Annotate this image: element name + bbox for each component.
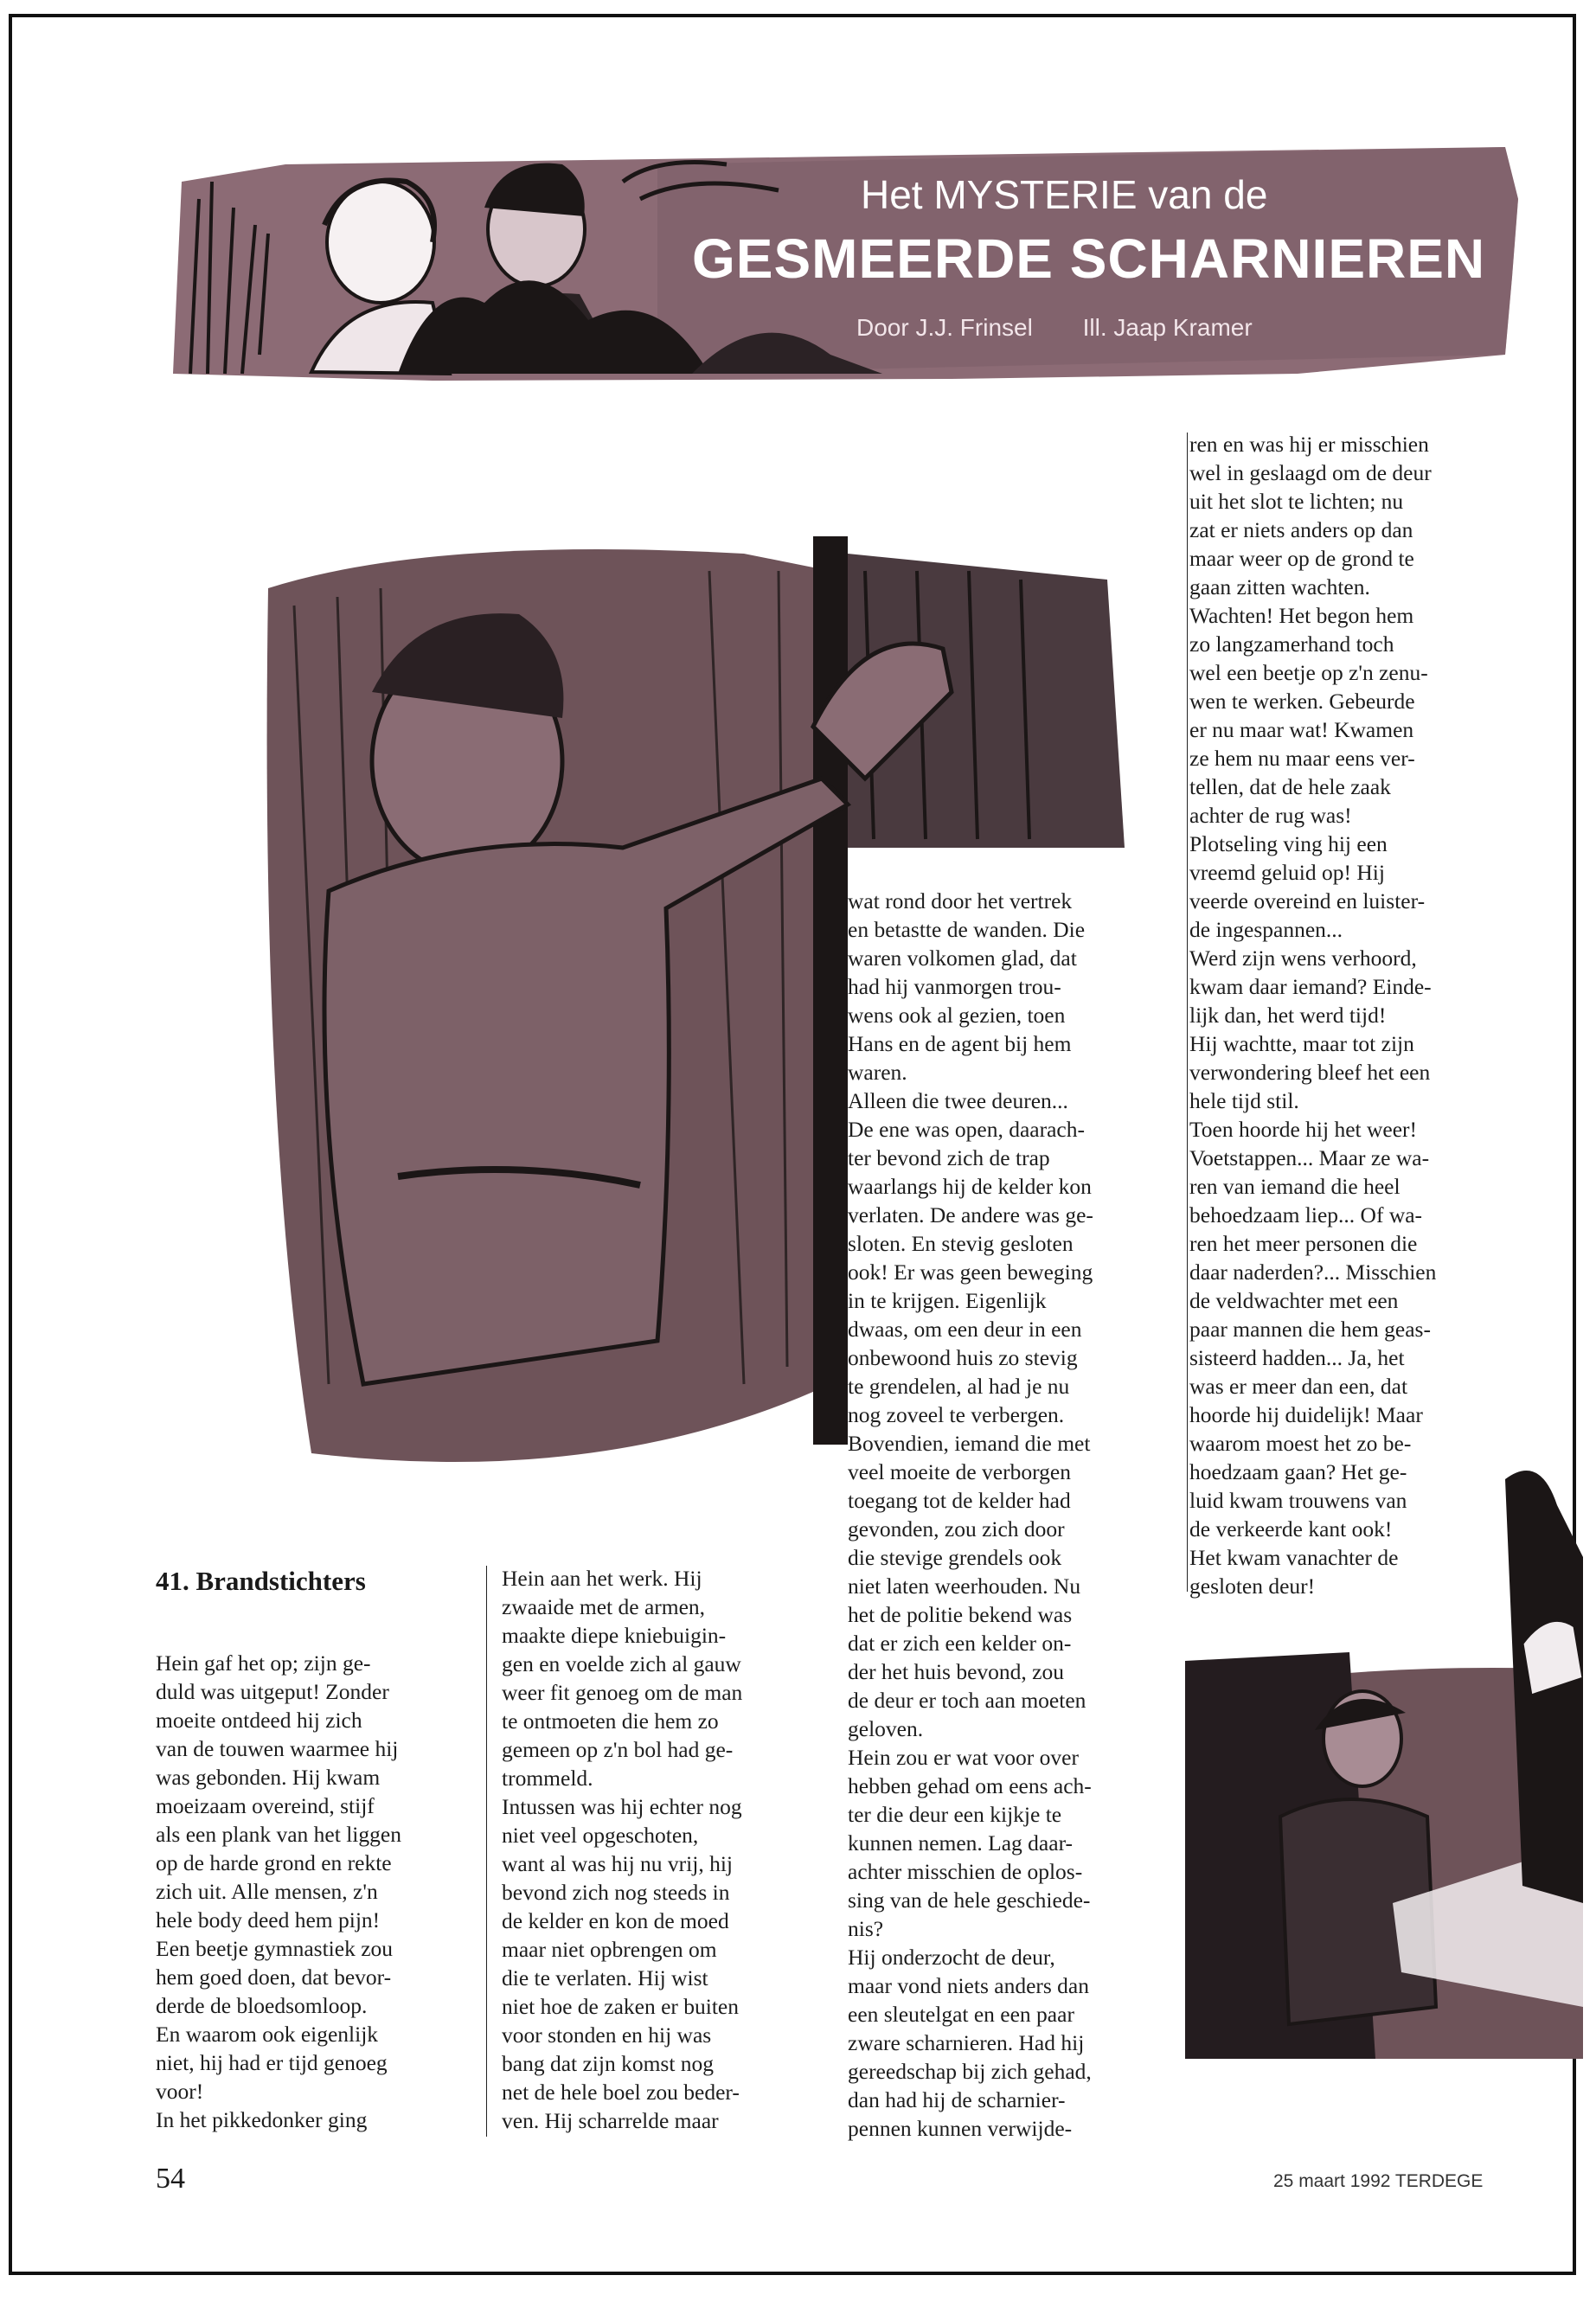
text-column-2: Hein aan het werk. Hij zwaaide met de armen, maakte diepe kniebuigin- gen en voelde zich al gauw weer fit genoeg om de man te ontmoeten die hem zo gemeen op z'n bol had ge- trommeld. Intussen was hij echter nog niet veel opgeschoten, want al was hij nu vrij, hij bevond zich nog steeds in de kelder en kon de moed maar niet opbrengen om die te verlaten. Hij wist niet hoe de zaken er buiten voor stonden en hij was bang dat zijn komst nog net de hele boel zou beder- ven. Hij scharrelde maar	[502, 1566, 743, 2133]
text-column-1: Hein gaf het op; zijn ge- duld was uitgeput! Zonder moeite ontdeed hij zich van de touwen waarmee hij was gebonden. Hij kwam moeizaam overeind, stijf als een plank van het liggen op de harde grond en rekte zich uit. Alle mensen, z'n hele body deed hem pijn! Een beetje gymnastiek zou hem goed doen, dat bevor- derde de bloedsomloop. En waarom ook eigenlijk niet, hij had er tijd genoeg voor! In het pikkedonker ging	[156, 1650, 401, 2132]
banner-title-line-2: GESMEERDE SCHARNIEREN	[692, 228, 1486, 290]
chapter-heading: 41. Brandstichters	[156, 1566, 366, 1596]
column-rule	[1187, 433, 1188, 1592]
text-column-4: ren en was hij er misschien wel in geslaagd om de deur uit het slot te lichten; nu zat er niets anders op dan maar weer op de grond te gaan zitten wachten. Wachten! Het begon hem zo langzamerhand toch wel een beetje op z'n zenu- wen te werken. Gebeurde er nu maar wat! Kwamen ze hem nu maar eens ver- tellen, dat de hele zaak achter de rug was! Plotseling ving hij een vreemd geluid op! Hij veerde overeind en luister- de ingespannen... Werd zijn wens verhoord, kwam daar iemand? Einde- lijk dan, het werd tijd! Hij wachtte, maar tot zijn verwondering bleef het een hele tijd stil. Toen hoorde hij het weer! Voetstappen... Maar ze wa- ren van iemand die heel behoedzaam liep... Of wa- ren het meer personen die daar naderden?... Misschien de veldwachter met een paar mannen die hem geas- sisteerd hadden... Ja, het was er meer dan een, dat hoorde hij duidelijk! Maar waarom moest het zo be- hoedzaam gaan? Het ge- luid kwam trouwens van de verkeerde kant ook! Het kwam vanachter de gesloten deur!	[1189, 432, 1437, 1599]
page-number: 54	[156, 2163, 185, 2195]
banner-title-line-1: Het MYSTERIE van de	[861, 172, 1268, 217]
column-rule	[486, 1566, 487, 2137]
illustrator-credit: Ill. Jaap Kramer	[1082, 314, 1253, 341]
issue-footer: 25 maart 1992 TERDEGE	[1273, 2171, 1484, 2191]
author-credit: Door J.J. Frinsel	[856, 314, 1033, 341]
banner-credits	[856, 314, 1296, 342]
header-banner	[173, 147, 1522, 407]
text-column-3: wat rond door het vertrek en betastte de wanden. Die waren volkomen glad, dat had hij vanmorgen trou- wens ook al gezien, toen Hans en de agent bij hem waren. Alleen die twee deuren... De ene was open, daarach- ter bevond zich de trap waarlangs hij de kelder kon verlaten. De andere was ge- sloten. En stevig gesloten ook! Er was geen beweging in te krijgen. Eigenlijk dwaas, om een deur in een onbewoond huis zo stevig te grendelen, al had je nu nog zoveel te verbergen. Bovendien, iemand die met veel moeite de verborgen toegang tot de kelder had gevonden, zou zich door die stevige grendels ook niet laten weerhouden. Nu het de politie bekend was dat er zich een kelder on- der het huis bevond, zou de deur er toch aan moeten geloven. Hein zou er wat voor over hebben gehad om eens ach- ter die deur een kijkje te kunnen nemen. Lag daar- achter misschien de oplos- sing van de hele geschiede- nis? Hij onderzocht de deur, maar vond niets anders dan een sleutelgat en een paar zware scharnieren. Had hij gereedschap bij zich gehad, dan had hij de scharnier- pennen kunnen verwijde-	[848, 888, 1093, 2141]
